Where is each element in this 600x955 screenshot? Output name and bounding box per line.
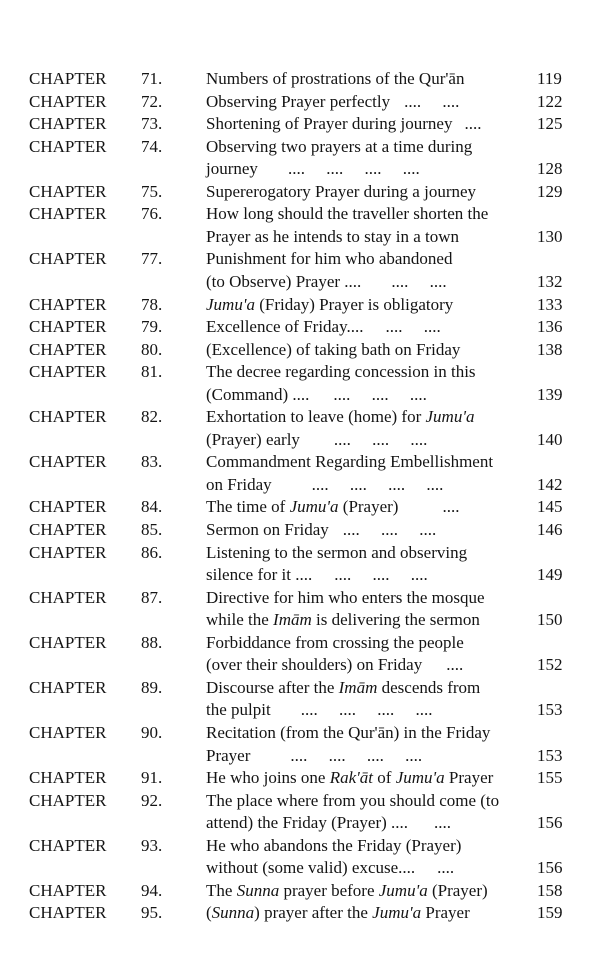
chapter-title-line: journey .... .... .... .... [206,159,420,179]
chapter-title-line: (Excellence) of taking bath on Friday [206,339,461,359]
page-number: 138 [537,339,563,359]
chapter-label: CHAPTER [29,181,107,201]
chapter-label: CHAPTER [29,497,107,517]
page-number: 125 [537,114,563,134]
chapter-title-line: (over their shoulders) on Friday .... [206,655,464,675]
chapter-number: 76. [141,204,163,224]
chapter-label: CHAPTER [29,114,107,134]
chapter-title-line: Numbers of prostrations of the Qur'ān [206,69,465,88]
page-number: 130 [537,226,563,246]
chapter-title-line: Discourse after the Imām descends from [206,677,481,697]
chapter-number: 93. [141,835,163,855]
chapter-title-line: Prayer as he intends to stay in a town [206,226,460,246]
page-number: 145 [537,497,563,517]
chapter-label: CHAPTER [29,790,107,810]
page-number: 153 [537,745,563,765]
page-number: 132 [537,271,563,291]
chapter-title-line: Punishment for him who abandoned [206,249,453,269]
chapter-title-line: Prayer .... .... .... .... [206,745,423,765]
chapter-title-line: He who abandons the Friday (Prayer) [206,835,462,855]
chapter-title-line: Listening to the sermon and observing [206,542,468,562]
chapter-title-line: Excellence of Friday.... .... .... [206,317,441,337]
chapter-number: 95. [141,903,163,923]
chapter-title-line: the pulpit .... .... .... .... [206,700,433,720]
chapter-label: CHAPTER [29,723,107,742]
page-number: 155 [537,768,563,788]
chapter-title-line: without (some valid) excuse.... .... [206,858,455,878]
chapter-number: 84. [141,497,163,517]
page-number: 149 [537,565,563,585]
chapter-number: 94. [141,880,163,900]
page-number: 159 [537,903,563,923]
page-number: 146 [537,520,563,539]
chapter-number: 77. [141,249,163,269]
page-number: 136 [537,317,563,337]
chapter-number: 83. [141,452,163,472]
chapter-title-line: silence for it .... .... .... .... [206,565,428,585]
chapter-title-line: attend) the Friday (Prayer) .... .... [206,813,452,833]
chapter-title-line: (Sunna) prayer after the Jumu'a Prayer [206,903,470,923]
chapter-label: CHAPTER [29,362,107,382]
chapter-number: 78. [141,294,163,314]
page-number: 122 [537,91,563,111]
chapter-label: CHAPTER [29,835,107,855]
chapter-label: CHAPTER [29,542,107,562]
chapter-label: CHAPTER [29,249,107,269]
page-number: 142 [537,474,563,494]
chapter-title-line: The time of Jumu'a (Prayer) .... [206,497,460,517]
chapter-number: 92. [141,790,163,810]
page-number: 129 [537,181,563,201]
chapter-title-line: Shortening of Prayer during journey .... [206,114,482,134]
chapter-number: 80. [141,339,163,359]
chapter-label: CHAPTER [29,677,107,697]
chapter-title-line: Observing Prayer perfectly .... .... [206,91,460,111]
chapter-title-line: Supererogatory Prayer during a journey [206,181,477,201]
page-number: 128 [537,159,563,179]
chapter-number: 85. [141,520,163,539]
chapter-label: CHAPTER [29,204,107,224]
chapter-label: CHAPTER [29,520,107,539]
page-number: 119 [537,69,562,88]
chapter-number: 87. [141,587,163,607]
chapter-label: CHAPTER [29,317,107,337]
chapter-number: 91. [141,768,163,788]
chapter-label: CHAPTER [29,452,107,472]
page-number: 156 [537,813,563,833]
chapter-label: CHAPTER [29,880,107,900]
page-number: 140 [537,429,563,449]
page-number: 158 [537,880,563,900]
chapter-title-line: The Sunna prayer before Jumu'a (Prayer) [206,880,488,900]
chapter-number: 75. [141,181,163,201]
chapter-title-line: Sermon on Friday .... .... .... [206,520,437,539]
chapter-title-line: while the Imām is delivering the sermon [206,610,480,630]
chapter-label: CHAPTER [29,587,107,607]
chapter-number: 88. [141,632,163,652]
chapter-label: CHAPTER [29,407,107,427]
chapter-title-line: (to Observe) Prayer .... .... .... [206,271,447,291]
chapter-title-line: How long should the traveller shorten the [206,204,489,224]
chapter-number: 89. [141,677,163,697]
chapter-number: 79. [141,317,163,337]
chapter-label: CHAPTER [29,903,107,923]
chapter-label: CHAPTER [29,136,107,156]
page-number: 153 [537,700,563,720]
chapter-title-line: Forbiddance from crossing the people [206,632,464,652]
chapter-label: CHAPTER [29,768,107,788]
chapter-title-line: Observing two prayers at a time during [206,136,473,156]
chapter-title-line: (Prayer) early .... .... .... [206,429,428,449]
page-number: 139 [537,384,563,404]
chapter-title-line: on Friday .... .... .... .... [206,474,444,494]
chapter-title-line: The decree regarding concession in this [206,362,476,382]
page-number: 156 [537,858,563,878]
chapter-label: CHAPTER [29,294,107,314]
page-number: 152 [537,655,563,675]
chapter-title-line: Exhortation to leave (home) for Jumu'a [206,407,475,427]
chapter-title-line: Jumu'a (Friday) Prayer is obligatory [206,294,454,314]
chapter-title-line: Recitation (from the Qur'ān) in the Friday [206,723,491,742]
page-number: 133 [537,294,563,314]
chapter-number: 90. [141,723,163,742]
chapter-label: CHAPTER [29,91,107,111]
chapter-number: 82. [141,407,163,427]
chapter-title-line: He who joins one Rak'āt of Jumu'a Prayer [206,768,494,788]
chapter-label: CHAPTER [29,69,107,88]
chapter-title-line: (Command) .... .... .... .... [206,384,427,404]
chapter-number: 86. [141,542,163,562]
chapter-number: 73. [141,114,163,134]
chapter-title-line: Directive for him who enters the mosque [206,587,485,607]
chapter-number: 72. [141,91,163,111]
page-number: 150 [537,610,563,630]
chapter-label: CHAPTER [29,339,107,359]
chapter-title-line: Commandment Regarding Embellishment [206,452,494,472]
chapter-number: 74. [141,136,163,156]
chapter-number: 71. [141,69,163,88]
chapter-title-line: The place where from you should come (to [206,790,500,810]
chapter-label: CHAPTER [29,632,107,652]
chapter-number: 81. [141,362,163,382]
